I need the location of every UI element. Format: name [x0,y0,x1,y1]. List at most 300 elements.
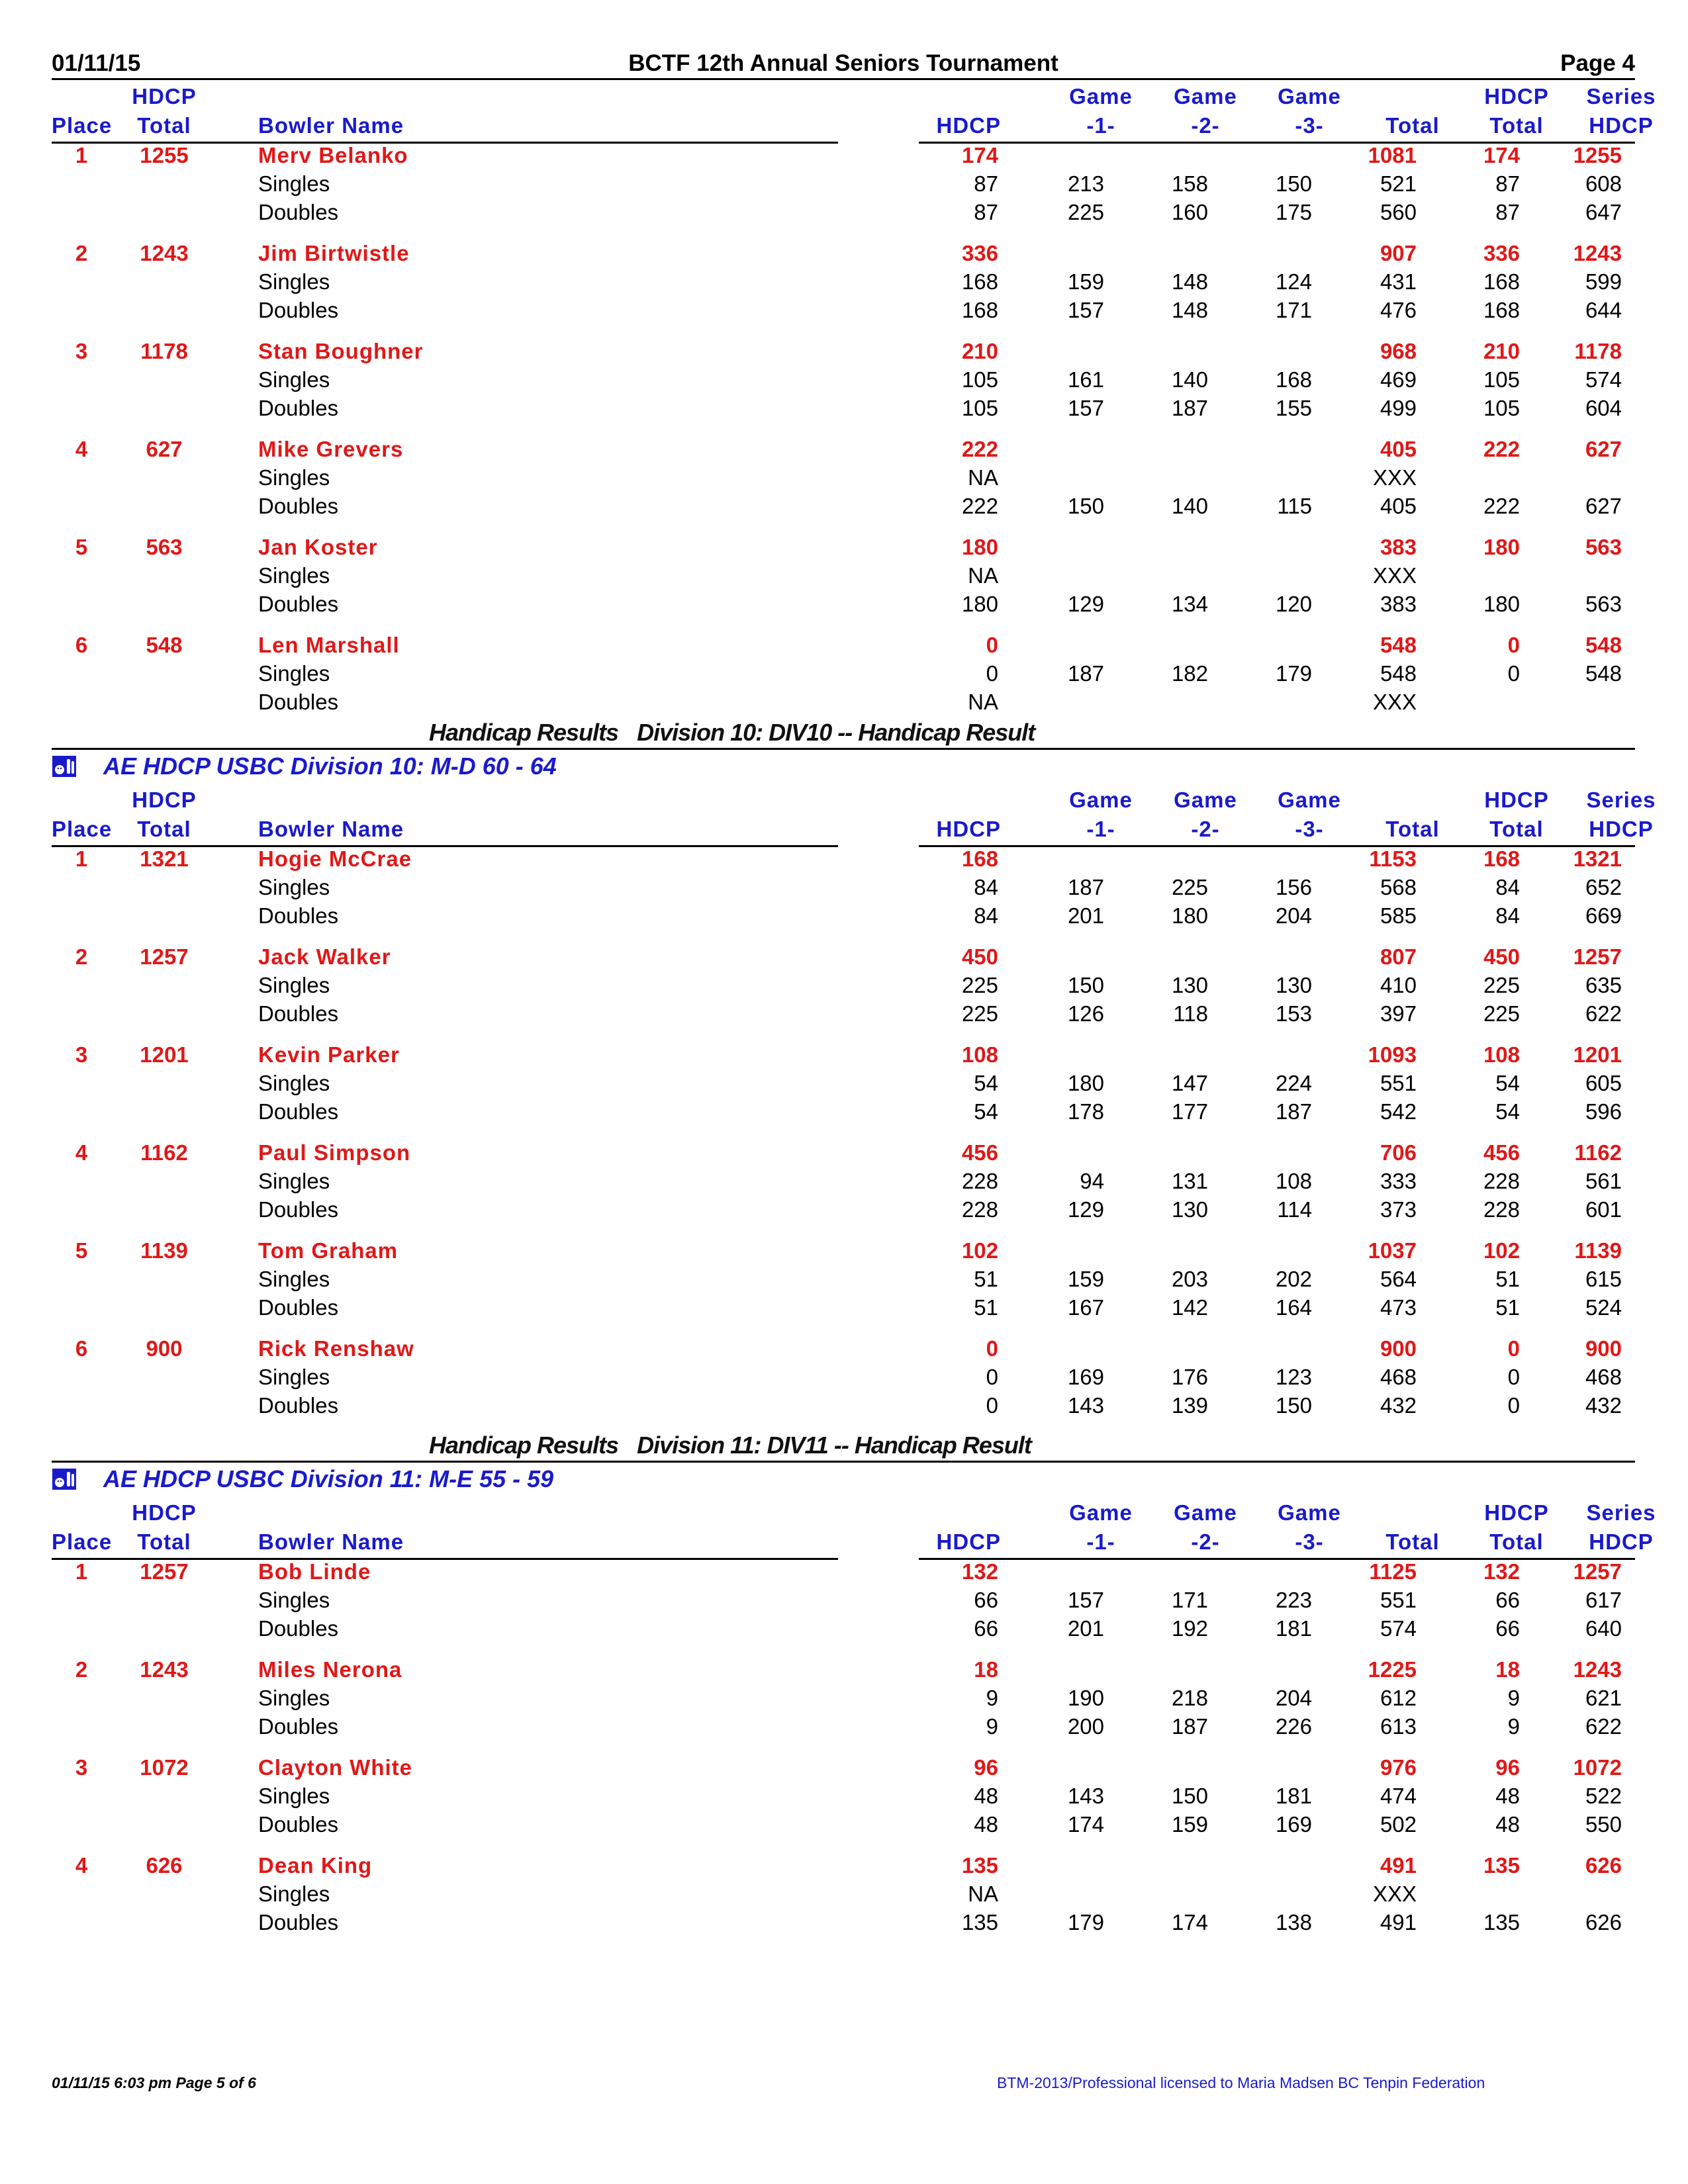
cell-htot: 168 [1483,846,1520,871]
cell-tot: 900 [1380,1336,1417,1361]
hdcp-total-value: 1255 [140,143,189,167]
cell-hdcp: 0 [986,633,998,657]
col-header-place [52,786,111,844]
place-value: 5 [75,535,88,559]
col-header-top: HDCP [1484,1500,1549,1525]
cell-series: 626 [1585,1910,1622,1934]
cell-g2: 130 [1171,973,1208,997]
cell-tot: 568 [1380,875,1417,899]
cell-g3: 130 [1275,973,1312,997]
cell-g2: 140 [1171,367,1208,392]
cell-series: 601 [1585,1197,1622,1222]
cell-series: 640 [1585,1616,1622,1641]
cell-hdcp: 450 [961,944,998,969]
cell-g2: 174 [1171,1910,1208,1934]
bowler-row [52,1238,1635,1267]
cell-g1: 94 [1080,1169,1104,1193]
col-header-bottom: HDCP [936,113,1001,138]
cell-tot: 491 [1380,1853,1417,1878]
cell-htot: 105 [1483,367,1520,392]
cell-htot: 228 [1483,1197,1520,1222]
cell-tot: 1037 [1368,1238,1417,1263]
bowler-singles-row [52,1588,1635,1617]
cell-g1: 157 [1067,396,1104,420]
cell-g2: 160 [1171,200,1208,224]
cell-series: 604 [1585,396,1622,420]
col-header-top: Game [1069,788,1133,812]
cell-htot: 9 [1507,1686,1520,1710]
cell-g1: 143 [1067,1784,1104,1808]
col-header-bottom: HDCP [936,1529,1001,1554]
cell-g3: 223 [1275,1588,1312,1612]
cell-g1: 126 [1067,1001,1104,1026]
cell-hdcp: 9 [986,1714,998,1739]
cell-g3: 150 [1275,1393,1312,1418]
event-label: Singles [258,973,330,997]
division-title-text: AE HDCP USBC Division 11: M-E 55 - 59 [103,1465,554,1492]
bowler-name: Bob Linde [258,1559,371,1584]
cell-series: 548 [1585,661,1622,686]
cell-hdcp: 9 [986,1686,998,1710]
division-title [52,1463,1635,1494]
cell-tot: 502 [1380,1812,1417,1837]
col-header-series-hdcp [1571,82,1671,140]
hdcp-total-value: 1072 [140,1755,189,1780]
event-label: Singles [258,465,330,490]
col-header-top [52,1498,111,1527]
event-label: Doubles [258,200,339,224]
bowler-group [52,1853,1635,1951]
cell-series: 1139 [1574,1238,1622,1263]
place-value: 4 [75,437,88,461]
cell-series: 1201 [1573,1042,1622,1067]
cell-g1: 179 [1067,1910,1104,1934]
col-header-game-1 [1051,786,1150,844]
col-header-series-hdcp [1571,1498,1671,1557]
bowler-row [52,241,1635,270]
cell-tot: 542 [1380,1099,1417,1124]
col-header-game-1 [1051,82,1150,140]
col-header-game-2 [1156,82,1255,140]
cell-g2: 140 [1171,494,1208,518]
division-title [52,750,1635,782]
cell-hdcp: 96 [974,1755,998,1780]
cell-g2: 187 [1171,396,1208,420]
cell-tot: 373 [1380,1197,1417,1222]
cell-series: 1243 [1573,241,1622,265]
event-label: Doubles [258,396,339,420]
cell-g2: 176 [1171,1365,1208,1389]
bowler-group [52,846,1635,944]
cell-tot: 521 [1380,171,1417,196]
cell-series: 622 [1585,1001,1622,1026]
cell-g3: 169 [1275,1812,1312,1837]
col-header-hdcp-total [118,82,211,140]
cell-hdcp: 84 [974,875,998,899]
event-label: Singles [258,1169,330,1193]
bowler-name: Len Marshall [258,633,400,657]
bowler-group [52,1755,1635,1853]
col-header-top [919,1498,1001,1527]
bowler-singles-row [52,875,1635,904]
results-banner [52,721,1635,750]
cell-g1: 190 [1067,1686,1104,1710]
col-header-hdcp [919,786,1001,844]
hdcp-total-value: 548 [146,633,183,657]
hdcp-total-value: 1257 [140,1559,189,1584]
bowler-group [52,437,1635,535]
col-header-game-2 [1156,786,1255,844]
bowler-doubles-row [52,494,1635,523]
division-section [52,78,1656,731]
cell-g2: 159 [1171,1812,1208,1837]
cell-htot: 9 [1507,1714,1520,1739]
bowler-doubles-row [52,1001,1635,1030]
cell-hdcp: 210 [961,339,998,363]
cell-g3: 124 [1275,269,1312,294]
bowler-name: Jan Koster [258,535,378,559]
cell-series: 615 [1585,1267,1622,1291]
footer-license: BTM-2013/Professional licensed to Maria Madsen BC Tenpin Federation [997,2074,1485,2091]
cell-series: 1257 [1573,944,1622,969]
place-value: 4 [75,1140,88,1165]
cell-hdcp: 180 [961,535,998,559]
cell-hdcp: 87 [974,200,998,224]
place-value: 6 [75,633,88,657]
cell-hdcp: 48 [974,1812,998,1837]
col-header-hdcp-total [118,1498,211,1557]
cell-hdcp: 222 [961,437,998,461]
cell-tot: 474 [1380,1784,1417,1808]
cell-htot: 180 [1483,535,1520,559]
event-label: Singles [258,1784,330,1808]
event-label: Singles [258,1882,330,1906]
bowler-row [52,1140,1635,1169]
cell-tot: 574 [1380,1616,1417,1641]
col-header-bottom: -3- [1295,817,1324,841]
bowler-group [52,1238,1635,1336]
bowler-row [52,1853,1635,1882]
col-header-bottom: Total [1489,1529,1544,1554]
cell-g1: 201 [1067,1616,1104,1641]
cell-hdcp: 180 [961,592,998,616]
results-banner-text [429,719,1053,747]
division-label: Division 11: DIV11 -- Handicap Result [637,1432,1031,1459]
cell-htot: 135 [1483,1910,1520,1934]
cell-tot: 548 [1380,633,1417,657]
col-header-top [919,82,1001,111]
cell-tot: 499 [1380,396,1417,420]
cell-series: 1243 [1573,1657,1622,1682]
bowler-group [52,535,1635,633]
col-header-hdcp [919,1498,1001,1557]
cell-tot: 968 [1380,339,1417,363]
bowler-doubles-row [52,1099,1635,1128]
hdcp-total-value: 1321 [140,846,189,871]
col-header-hdcp-total-2 [1467,82,1566,140]
event-label: Doubles [258,903,339,928]
cell-hdcp: 168 [961,846,998,871]
event-label: Doubles [258,1812,339,1837]
cell-g3: 181 [1275,1616,1312,1641]
cell-series: 599 [1585,269,1622,294]
cell-series: 561 [1585,1169,1622,1193]
cell-g3: 175 [1275,200,1312,224]
col-header-hdcp-total-2 [1467,786,1566,844]
cell-tot: 1081 [1368,143,1417,167]
bowler-row [52,1657,1635,1686]
cell-hdcp: 168 [961,298,998,322]
col-header-bottom: HDCP [1589,817,1654,841]
col-header-top: HDCP [1484,788,1549,812]
event-label: Singles [258,269,330,294]
bowler-singles-row [52,1071,1635,1100]
bowler-name: Kevin Parker [258,1042,400,1067]
bowler-singles-row [52,1686,1635,1715]
col-header-bottom: HDCP [1589,1529,1654,1554]
cell-g1: 129 [1067,592,1104,616]
cell-hdcp: 105 [961,367,998,392]
event-label: Doubles [258,1001,339,1026]
cell-htot: 54 [1495,1071,1520,1095]
event-label: Doubles [258,690,339,714]
cell-htot: 456 [1483,1140,1520,1165]
hdcp-total-value: 563 [146,535,183,559]
cell-tot: 383 [1380,535,1417,559]
division-title-text: AE HDCP USBC Division 10: M-D 60 - 64 [103,752,557,780]
bowler-row [52,1755,1635,1784]
bowler-group [52,143,1635,241]
cell-series: 627 [1585,494,1622,518]
division-section [52,1432,1656,1951]
cell-htot: 228 [1483,1169,1520,1193]
col-header-game-1 [1051,1498,1150,1557]
cell-tot: 551 [1380,1071,1417,1095]
cell-htot: 0 [1507,1336,1520,1361]
col-header-top [258,1498,457,1527]
cell-series: 652 [1585,875,1622,899]
bowler-name: Tom Graham [258,1238,399,1263]
cell-tot: 1153 [1369,846,1417,871]
place-value: 2 [75,1657,88,1682]
cell-g1: 169 [1067,1365,1104,1389]
place-value: 1 [75,143,88,167]
col-header-bowler-name [258,786,457,844]
cell-g3: 226 [1275,1714,1312,1739]
cell-tot: 976 [1380,1755,1417,1780]
cell-series: 522 [1585,1784,1622,1808]
results-banner-text [429,1432,1050,1459]
place-value: 4 [75,1853,88,1878]
event-label: Doubles [258,298,339,322]
cell-g1: 157 [1067,298,1104,322]
cell-hdcp: 222 [961,494,998,518]
place-value: 5 [75,1238,88,1263]
cell-htot: 168 [1483,298,1520,322]
col-header-bottom: -1- [1086,1529,1115,1554]
col-header-bottom: -3- [1295,113,1324,138]
bowler-doubles-row [52,1812,1635,1841]
bowler-singles-row [52,1784,1635,1813]
bowler-name: Stan Boughner [258,339,424,363]
bowler-row [52,437,1635,466]
cell-series: 621 [1585,1686,1622,1710]
cell-g3: 204 [1275,1686,1312,1710]
col-header-top: Series [1586,788,1656,812]
cell-tot: 706 [1380,1140,1417,1165]
event-label: Singles [258,1588,330,1612]
cell-hdcp: NA [968,563,998,588]
cell-hdcp: 18 [974,1657,998,1682]
hdcp-total-value: 1162 [140,1140,188,1165]
col-header-bottom: Total [137,1529,191,1554]
hdcp-total-value: 627 [146,437,183,461]
cell-g3: 138 [1275,1910,1312,1934]
cell-htot: 168 [1483,269,1520,294]
cell-hdcp: 135 [961,1853,998,1878]
cell-htot: 96 [1495,1755,1520,1780]
cell-g3: 156 [1275,875,1312,899]
results-label: Handicap Results [429,1432,619,1459]
col-header-game-3 [1260,1498,1359,1557]
col-header-bottom: -2- [1191,1529,1220,1554]
bowler-row [52,944,1635,974]
event-label: Doubles [258,592,339,616]
col-header-bottom: -1- [1086,817,1115,841]
col-header-bottom: -1- [1086,113,1115,138]
cell-hdcp: 135 [961,1910,998,1934]
cell-g3: 114 [1277,1197,1312,1222]
col-header-bottom: Place [52,817,113,841]
cell-htot: 450 [1483,944,1520,969]
cell-htot: 18 [1495,1657,1520,1682]
cell-htot: 225 [1483,1001,1520,1026]
event-label: Doubles [258,1616,339,1641]
col-header-game-2 [1156,1498,1255,1557]
cell-g2: 187 [1171,1714,1208,1739]
division-label: Division 10: DIV10 -- Handicap Result [637,719,1035,746]
col-header-top: Game [1174,1500,1237,1525]
bowler-group [52,944,1635,1042]
bowler-name: Paul Simpson [258,1140,411,1165]
column-headers [52,1494,1656,1559]
bowler-name: Mike Grevers [258,437,404,461]
hdcp-total-value: 1243 [140,241,189,265]
cell-g1: 159 [1067,1267,1104,1291]
col-header-top: HDCP [132,84,197,109]
bowler-name: Merv Belanko [258,143,408,167]
col-header-bottom: Total [1489,817,1544,841]
cell-tot: 560 [1380,200,1417,224]
bowler-singles-row [52,1882,1635,1911]
cell-htot: 54 [1495,1099,1520,1124]
cell-g1: 150 [1067,973,1104,997]
bowler-singles-row [52,1169,1635,1198]
cell-series: 563 [1585,535,1622,559]
bowler-doubles-row [52,592,1635,621]
cell-tot: 431 [1380,269,1417,294]
cell-g2: 225 [1171,875,1208,899]
cell-series: 1178 [1574,339,1622,363]
cell-hdcp: 54 [974,1071,998,1095]
col-header-bottom: Total [1385,1529,1440,1554]
cell-g1: 187 [1067,875,1104,899]
cell-hdcp: 87 [974,171,998,196]
cell-hdcp: 174 [961,143,998,167]
event-label: Singles [258,875,330,899]
col-header-top [1364,1498,1462,1527]
cell-series: 574 [1585,367,1622,392]
bowler-singles-row [52,465,1635,494]
cell-g2: 139 [1171,1393,1208,1418]
place-value: 6 [75,1336,88,1361]
cell-series: 596 [1585,1099,1622,1124]
cell-htot: 0 [1507,633,1520,657]
cell-htot: 222 [1483,437,1520,461]
report-title: BCTF 12th Annual Seniors Tournament [628,50,1058,76]
cell-hdcp: 228 [961,1197,998,1222]
bowler-singles-row [52,367,1635,396]
cell-htot: 336 [1483,241,1520,265]
bowler-doubles-row [52,1910,1635,1939]
cell-hdcp: 84 [974,903,998,928]
col-header-top: Game [1069,1500,1133,1525]
col-header-top [52,786,111,815]
cell-hdcp: 108 [961,1042,998,1067]
place-value: 1 [75,1559,88,1584]
cell-series: 617 [1585,1588,1622,1612]
cell-g2: 218 [1171,1686,1208,1710]
col-header-bottom: Bowler Name [258,1529,404,1554]
bowler-doubles-row [52,1616,1635,1645]
col-header-hdcp [919,82,1001,140]
cell-series: 1162 [1574,1140,1622,1165]
cell-g3: 123 [1275,1365,1312,1389]
page-header [52,46,1635,80]
col-header-bottom: HDCP [936,817,1001,841]
bowler-group [52,339,1635,437]
event-label: Doubles [258,1910,339,1934]
event-label: Doubles [258,1295,339,1320]
cell-tot: 1093 [1368,1042,1417,1067]
bowler-row [52,535,1635,564]
cell-tot: 807 [1380,944,1417,969]
cell-g3: 202 [1275,1267,1312,1291]
col-header-top [258,82,457,111]
hdcp-total-value: 626 [146,1853,183,1878]
place-value: 2 [75,944,88,969]
hdcp-total-value: 1178 [140,339,188,363]
col-header-hdcp-total [118,786,211,844]
bowler-row [52,1336,1635,1365]
cell-tot: 585 [1380,903,1417,928]
col-header-top [919,786,1001,815]
cell-g3: 179 [1275,661,1312,686]
cell-g2: 171 [1171,1588,1208,1612]
cell-tot: XXX [1372,690,1417,714]
col-header-top [1364,82,1462,111]
hdcp-total-value: 1139 [140,1238,188,1263]
bowler-singles-row [52,973,1635,1002]
cell-g2: 148 [1171,269,1208,294]
cell-series: 626 [1585,1853,1622,1878]
col-header-bottom: HDCP [1589,113,1654,138]
bowler-name: Jim Birtwistle [258,241,410,265]
bowler-doubles-row [52,1714,1635,1743]
bowler-group [52,241,1635,339]
cell-g2: 177 [1171,1099,1208,1124]
bowler-doubles-row [52,1197,1635,1226]
